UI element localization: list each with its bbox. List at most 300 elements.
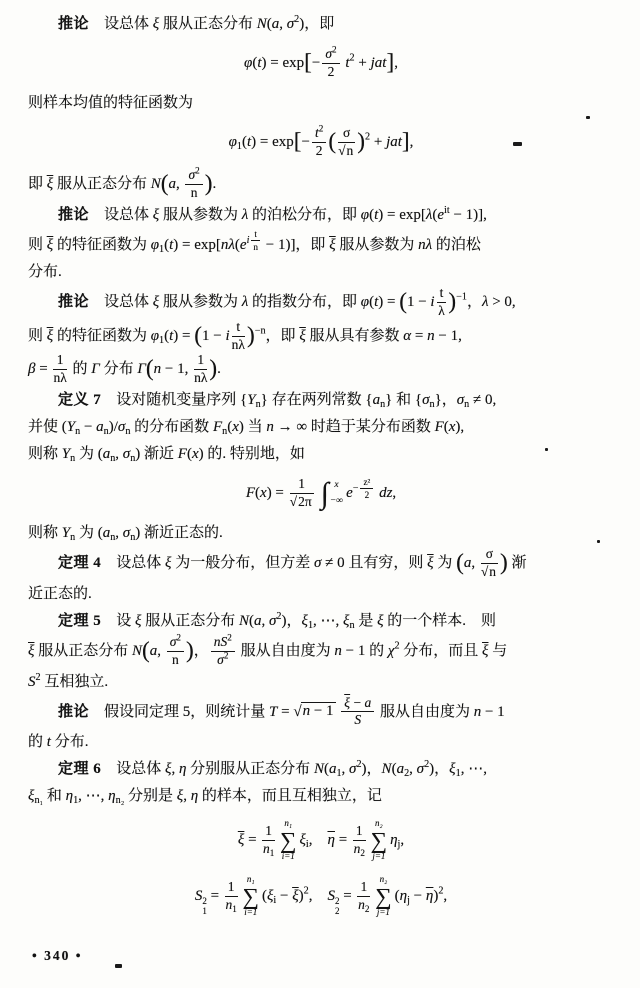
- text-run: 假设同定理 5，则统计量: [89, 703, 270, 720]
- math-symbol: [240, 237, 247, 253]
- math-symbol: ξ: [377, 612, 384, 629]
- text-run: n: [489, 563, 496, 579]
- superscript: [352, 477, 376, 501]
- text-run: − 1: [481, 703, 505, 720]
- text-run: n: [70, 453, 76, 465]
- text-run: ,: [157, 642, 165, 659]
- math-symbol: x: [232, 419, 239, 436]
- superscript: [255, 325, 266, 336]
- math-symbol: φ: [360, 293, 370, 310]
- bracket: ): [500, 549, 508, 576]
- text-run: 2: [176, 632, 181, 643]
- text-run: 2: [223, 650, 229, 661]
- text-run: 1: [265, 823, 273, 839]
- text-run: ,: [115, 525, 123, 542]
- text-run: =: [206, 887, 223, 904]
- text-run: 1: [355, 823, 363, 839]
- text-run: (: [227, 419, 233, 436]
- text-run: 2: [424, 759, 430, 771]
- text-run: 2: [327, 63, 335, 79]
- text-run: −: [301, 133, 310, 150]
- math-symbol: i: [225, 327, 230, 344]
- text-run: n₁: [284, 818, 293, 829]
- text-run: η: [390, 832, 398, 849]
- text-run: .: [217, 361, 221, 378]
- text-run: 1: [159, 244, 165, 256]
- text-run: [211, 652, 235, 668]
- text-run: [262, 841, 275, 857]
- formula-line: [28, 872, 614, 921]
- text-run: n: [429, 399, 435, 411]
- text-line: [28, 320, 614, 353]
- math-symbol: [397, 761, 405, 777]
- text-run: t: [254, 229, 257, 240]
- math-symbol: [213, 419, 222, 435]
- bracket: (: [145, 355, 154, 382]
- text-run: 设总体: [101, 761, 166, 778]
- subscript: [34, 795, 43, 806]
- superscript: [176, 632, 181, 642]
- text-run: −n: [254, 325, 266, 337]
- text-run: t: [236, 318, 241, 334]
- text-line: [28, 783, 614, 809]
- scan-speck: [115, 964, 122, 968]
- subscript: [360, 848, 365, 858]
- text-run: [296, 493, 314, 509]
- text-run: ,: [400, 832, 405, 849]
- text-run: (: [266, 16, 272, 32]
- text-run: (: [443, 419, 449, 436]
- text-run: 的泊松分布，即: [248, 207, 361, 224]
- text-run: −: [276, 887, 293, 904]
- formula-line: [28, 474, 614, 513]
- math-symbol: F: [434, 419, 444, 436]
- formula-line: [28, 44, 614, 83]
- text-run: (: [241, 133, 247, 150]
- text-run: ∑: [370, 828, 388, 854]
- text-run: (: [164, 327, 170, 344]
- text-run: ξ: [299, 832, 306, 849]
- math-symbol: t: [374, 207, 379, 224]
- text-run: (: [391, 761, 397, 778]
- text-run: 则称: [28, 525, 62, 542]
- subscript: [365, 904, 370, 914]
- text-run: $\overline{\xi}$: [292, 887, 299, 904]
- text-line: [28, 729, 614, 755]
- text-run: 1: [232, 903, 237, 914]
- math-symbol: [346, 485, 353, 501]
- math-symbol: t: [169, 237, 174, 254]
- text-run: 2: [332, 44, 337, 55]
- text-run: a: [102, 446, 111, 463]
- math-symbol: N: [381, 761, 392, 778]
- text-run: [437, 303, 447, 319]
- text-run: ≠ 0,: [469, 392, 497, 409]
- text-run: 的一个样本. 则: [383, 612, 497, 629]
- text-run: n: [262, 841, 270, 857]
- overbar-variable: [327, 832, 334, 848]
- text-run: 2: [227, 632, 232, 643]
- summation-symbol: [243, 875, 259, 918]
- text-run: [185, 165, 202, 185]
- math-symbol: n: [266, 419, 274, 436]
- math-symbol: jat: [370, 54, 387, 71]
- text-run: −: [80, 419, 97, 436]
- text-run: $\overline{\xi}$: [46, 176, 54, 193]
- math-symbol: F: [177, 446, 187, 463]
- text-run: 服从自由度为: [236, 642, 335, 659]
- text-run: (: [252, 54, 258, 71]
- text-run: 2: [364, 903, 370, 914]
- text-run: σ: [343, 124, 351, 140]
- text-run: n₁: [246, 873, 255, 884]
- text-line: [28, 441, 614, 467]
- math-symbol: β: [28, 361, 36, 378]
- text-run: ∑: [242, 883, 259, 909]
- text-run: σ: [269, 612, 277, 629]
- subscript: [116, 795, 125, 806]
- math-symbol: nλ: [418, 237, 433, 254]
- text-line: [28, 414, 614, 440]
- text-run: ,: [409, 133, 414, 150]
- math-symbol: [247, 392, 255, 408]
- fraction: [211, 632, 235, 668]
- superscript: [227, 632, 232, 642]
- text-run: ≠ 0 且有穷，则: [321, 554, 428, 571]
- text-run: σ: [122, 525, 131, 542]
- math-symbol: N: [313, 761, 324, 778]
- math-symbol: t: [46, 734, 51, 751]
- math-symbol: λ: [425, 207, 433, 224]
- text-run: − 1,: [161, 361, 193, 378]
- text-run: , ⋯,: [313, 612, 344, 629]
- fraction: [357, 880, 370, 913]
- text-run: η: [108, 788, 116, 805]
- math-symbol: jat: [386, 133, 402, 150]
- text-run: ,: [308, 832, 328, 849]
- text-run: σ: [117, 419, 126, 436]
- text-run: $\overline{\xi}$: [482, 642, 489, 659]
- text-run: 设总体: [89, 293, 153, 310]
- text-run: 2: [318, 123, 324, 134]
- text-run: $\overline{\xi}$: [427, 554, 434, 571]
- text-run: S: [28, 673, 36, 690]
- math-symbol: F: [245, 485, 256, 502]
- text-run: )，: [429, 761, 450, 778]
- text-run: ,: [279, 16, 287, 32]
- text-run: [53, 370, 66, 386]
- text-run: −1: [456, 291, 467, 303]
- math-symbol: a: [463, 554, 472, 571]
- text-run: j: [397, 839, 401, 851]
- text-run: [194, 353, 207, 370]
- text-run: ) 渐近正态的.: [135, 525, 223, 542]
- text-run: 1 −: [202, 327, 226, 344]
- text-run: a: [96, 419, 104, 436]
- text-run: 则称: [28, 446, 62, 463]
- text-run: 的泊松: [432, 237, 481, 254]
- superscript: [224, 650, 229, 660]
- text-run: =: [334, 832, 351, 849]
- text-run: ) 当: [238, 419, 267, 436]
- fraction: [194, 353, 207, 386]
- text-run: i: [273, 894, 277, 906]
- text-run: σ: [217, 651, 224, 667]
- text-run: j=1: [372, 851, 386, 862]
- math-symbol: S: [354, 712, 362, 728]
- term-label: 推论: [58, 293, 90, 310]
- text-run: 的特征函数为: [53, 327, 151, 344]
- text-run: 2: [365, 131, 371, 143]
- bracket: (: [399, 288, 407, 315]
- fraction: [437, 286, 447, 319]
- text-run: [232, 337, 245, 353]
- text-run: n: [190, 185, 198, 201]
- sqrt-radical: [293, 702, 335, 719]
- text-run: =: [277, 703, 294, 720]
- text-run: [251, 241, 260, 252]
- math-symbol: N: [256, 16, 267, 32]
- text-run: 则: [28, 327, 47, 344]
- text-line: [28, 669, 614, 695]
- text-run: σ: [422, 392, 430, 409]
- text-run: n: [70, 532, 76, 544]
- text-run: 2: [276, 610, 282, 622]
- text-run: x: [334, 479, 339, 490]
- math-symbol: φ: [244, 54, 253, 71]
- text-run: ) 的. 特别地，如: [198, 446, 305, 463]
- page-number: • 340 •: [32, 948, 83, 963]
- text-line: [28, 229, 614, 258]
- text-run: ,: [471, 554, 479, 571]
- text-run: [345, 142, 356, 158]
- text-run: t: [345, 54, 350, 71]
- text-run: , ⋯,: [460, 761, 487, 778]
- text-run: n: [353, 841, 361, 857]
- integral-symbol: [320, 476, 344, 510]
- text-run: 1: [336, 768, 342, 780]
- text-run: 2: [349, 52, 355, 64]
- text-run: $\overline{\xi}$: [329, 237, 336, 254]
- fraction: [322, 44, 339, 80]
- text-run: n: [255, 399, 261, 411]
- text-run: ξ: [266, 887, 274, 904]
- text-run: φ: [228, 133, 237, 150]
- math-symbol: η: [190, 788, 199, 805]
- math-symbol: [66, 788, 73, 804]
- text-run: 2π: [298, 494, 312, 510]
- text-run: =: [244, 832, 261, 849]
- math-symbol: [67, 419, 75, 435]
- math-symbol: t: [257, 54, 262, 71]
- text-run: 近正态的.: [28, 585, 92, 602]
- text-run: [341, 696, 374, 713]
- text-run: [262, 824, 275, 841]
- scan-speck: [586, 116, 590, 119]
- math-symbol: ξ: [176, 788, 184, 805]
- text-run: j: [407, 894, 410, 906]
- text-run: [353, 841, 366, 857]
- superscript: [456, 292, 467, 303]
- text-line: [28, 387, 614, 413]
- bracket: ): [209, 355, 218, 382]
- math-symbol: [151, 237, 159, 253]
- text-line: [28, 581, 614, 607]
- text-run: t: [439, 285, 444, 301]
- text-run: $\overline{\eta}$: [425, 887, 434, 904]
- text-run: 2: [35, 671, 41, 683]
- fraction: [232, 320, 245, 353]
- text-run: n: [130, 532, 136, 544]
- math-symbol: t: [246, 133, 252, 150]
- text-run: ∑: [375, 883, 392, 909]
- math-symbol: [390, 832, 397, 848]
- text-run: e: [239, 237, 247, 254]
- scan-speck: [513, 142, 522, 146]
- text-run: σ: [456, 392, 465, 409]
- text-run: 2: [315, 142, 323, 158]
- text-run: ,: [171, 761, 179, 778]
- math-symbol: t: [374, 293, 379, 310]
- sqrt-radical: [290, 493, 314, 509]
- text-run: 1: [159, 334, 165, 346]
- text-run: 1: [360, 879, 368, 895]
- text-run: a: [328, 761, 337, 778]
- text-run: − 1: [310, 703, 334, 720]
- text-run: =: [411, 327, 428, 344]
- term-label: 推论: [58, 16, 90, 32]
- text-run: (: [249, 612, 254, 629]
- text-run: ξ: [28, 788, 35, 805]
- subscript: [270, 848, 275, 858]
- text-run: $\overline{\xi}$: [344, 694, 351, 710]
- text-run: ,: [409, 761, 417, 778]
- text-run: 为: [433, 554, 457, 571]
- text-run: (: [369, 207, 375, 224]
- text-run: =: [35, 361, 52, 378]
- text-run: [357, 880, 370, 897]
- math-symbol: x: [260, 485, 267, 502]
- math-symbol: N: [131, 642, 142, 659]
- text-run: ,: [394, 54, 398, 71]
- text-run: n: [130, 453, 136, 465]
- text-run: √: [293, 703, 301, 720]
- math-symbol: nλ: [220, 237, 235, 254]
- text-run: 1: [455, 768, 461, 780]
- math-symbol: λ: [481, 293, 489, 310]
- text-run: n: [464, 399, 470, 411]
- text-line: [28, 756, 614, 782]
- formula-line: [28, 816, 614, 865]
- text-run: [481, 564, 498, 580]
- text-run: [167, 632, 184, 652]
- text-run: [301, 702, 336, 719]
- bracket: (: [141, 637, 150, 664]
- text-run: [290, 494, 314, 510]
- text-run: i=1: [281, 851, 295, 862]
- text-run: ,: [308, 887, 328, 904]
- text-run: ，: [193, 642, 209, 659]
- text-run: −: [352, 483, 359, 495]
- bracket: ]: [386, 49, 395, 76]
- text-run: 2: [202, 895, 207, 906]
- term-label: 定理 5: [58, 612, 102, 629]
- math-symbol: σ: [313, 554, 322, 571]
- text-run: it: [444, 204, 450, 216]
- text-run: 服从正态分布: [141, 612, 239, 629]
- text-run: 的指数分布，即: [248, 293, 361, 310]
- math-symbol: t: [169, 327, 174, 344]
- text-run: − 1)],: [449, 207, 487, 224]
- sqrt-radical: [338, 142, 355, 158]
- text-run: $\overline{\eta}$: [327, 832, 335, 849]
- text-run: 分别服从正态分布: [186, 761, 314, 778]
- text-run: 2: [404, 768, 410, 780]
- math-symbol: Γ: [137, 361, 146, 378]
- text-run: 服从正态分布: [53, 176, 151, 193]
- text-run: 则: [28, 237, 47, 254]
- math-symbol: S: [327, 887, 335, 904]
- text-line: [28, 259, 614, 285]
- text-run: ): [298, 887, 304, 904]
- text-run: λ: [438, 302, 445, 318]
- text-run: ,: [183, 788, 191, 805]
- text-run: ) =: [378, 293, 400, 310]
- text-run: 并使 (: [28, 419, 67, 436]
- text-run: 2: [334, 906, 340, 917]
- text-run: n: [110, 532, 116, 544]
- math-symbol: a: [254, 612, 262, 629]
- text-run: [336, 703, 340, 719]
- math-symbol: n: [427, 327, 435, 344]
- text-run: 2: [334, 895, 340, 906]
- math-symbol: ξ: [152, 293, 160, 310]
- math-symbol: a: [271, 16, 280, 32]
- text-run: σ: [286, 16, 295, 32]
- text-run: e: [437, 207, 445, 224]
- math-symbol: [217, 652, 224, 667]
- text-run: 分别是: [124, 788, 177, 805]
- math-symbol: [28, 674, 36, 690]
- math-symbol: [62, 446, 70, 462]
- text-run: ,: [261, 612, 269, 629]
- text-run: n: [358, 896, 365, 912]
- math-symbol: ξ: [165, 554, 172, 571]
- text-run: n: [225, 896, 233, 912]
- fraction: [53, 353, 66, 386]
- bracket: ): [185, 637, 194, 664]
- text-run: η: [65, 788, 74, 805]
- formula-line: [28, 123, 614, 162]
- text-run: 与: [488, 642, 508, 659]
- bracket: (: [160, 170, 169, 197]
- text-run: 1: [197, 352, 205, 368]
- text-run: a: [372, 392, 381, 409]
- text-run: 的样本，而且互相独立，记: [198, 788, 382, 805]
- text-run: η: [399, 887, 408, 904]
- text-run: ξ: [343, 612, 350, 629]
- text-run: Y: [61, 446, 71, 463]
- text-run: 为一般分布，但方差: [171, 554, 314, 571]
- text-run: n₂: [115, 795, 125, 807]
- math-symbol: [263, 841, 270, 856]
- scan-speck: [597, 540, 600, 543]
- text-run: ，即: [265, 327, 300, 344]
- text-run: 的分布函数: [130, 419, 213, 436]
- text-run: e: [346, 485, 353, 502]
- text-run: [53, 353, 66, 370]
- text-run: n: [103, 426, 109, 438]
